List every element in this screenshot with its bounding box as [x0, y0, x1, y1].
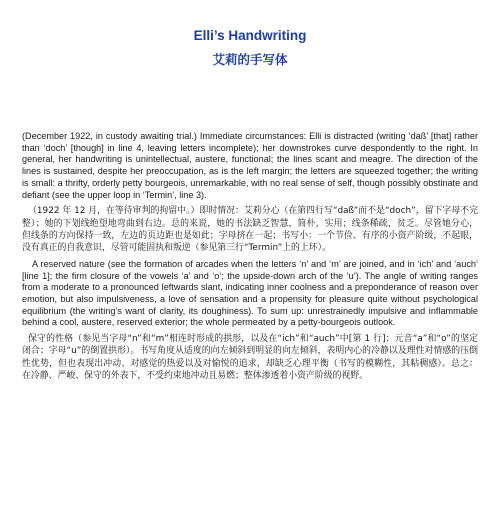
title-english: Elli’s Handwriting [193, 28, 307, 43]
title-chinese: 艾莉的手写体 [212, 52, 288, 67]
document-body [22, 131, 478, 387]
paragraph-chinese-1: （1922 年 12 月，在等待审判的拘留中。）即时情况：艾莉分心（在第四行写“daß”而不是“doch”，留下字母不完整）；她的下划线绝望地弯曲到右边。总的来说，她的书法缺乏智慧，简朴，实用；线条稀疏，贫乏。尽管她分心，但线条的方向保持一致，左边的页边距也是如此；字母挤在一起；书写小：一个节俭、有序的小资产阶级，不起眼，没有真正的自我意识，尽管可能固执和叛逆（参见第三行“Termin”上的上环）。 [22, 206, 478, 254]
paragraph-english-1: (December 1922, in custody awaiting trial.) Immediate circumstances: Elli is distracted (writing ‘daß’ [that] rather than ‘doch’ [though] in line 4, leaving letters incomplete); her downstrokes curve despondently to the right. In general, her handwriting is unintellectual, austere, functional; the lines scant and meagre. The direction of the lines is sustained, despite her preoccupation, as is the left margin; the letters are squeezed together; the writing is small: a thrifty, orderly petty bourgeois, unremarkable, with no real sense of self, though possibly obstinate and defiant (see the upper loop in ‘Termin’, line 3). [22, 131, 478, 200]
paragraph-chinese-2: 保守的性格（参见当字母“n”和“m”相连时形成的拱形，以及在“ich”和“auch”中[第 1 行]；元音“a”和“o”的坚定闭合；字母“u”的倒置拱形）。书写角度从适度的向左倾斜到明显的向左倾斜，表明内心的冷静以及理性对情感的压倒性优势，但也表现出冲动、对感觉的热爱以及对愉悦的追求，却缺乏心理平衡（书写的模糊性，其粘稠感）。总之：在冷静、严峻、保守的外表下，不受约束地冲动且易燃；整体渗透着小资产阶级的视野。 [22, 334, 478, 382]
paragraph-english-2: A reserved nature (see the formation of arcades when the letters ‘n’ and ‘m’ are joined, and in ‘ich’ and ‘auch’ [line 1]; the firm closure of the vowels ‘a’ and ‘o’; the upside-down arch of the ‘u’). The angle of writing ranges from a moderate to a pronounced leftwards slant, indicating inner coolness and a preponderance of reason over emotion, but also impulsiveness, a love of sensation and a propensity for pleasure quite without psychological equilibrium (the writing’s want of clarity, its doughiness). To sum up: unrestrainedly impulsive and inflammable behind a cool, austere, reserved exterior; the whole permeated by a petty-bourgeois outlook. [22, 258, 478, 328]
